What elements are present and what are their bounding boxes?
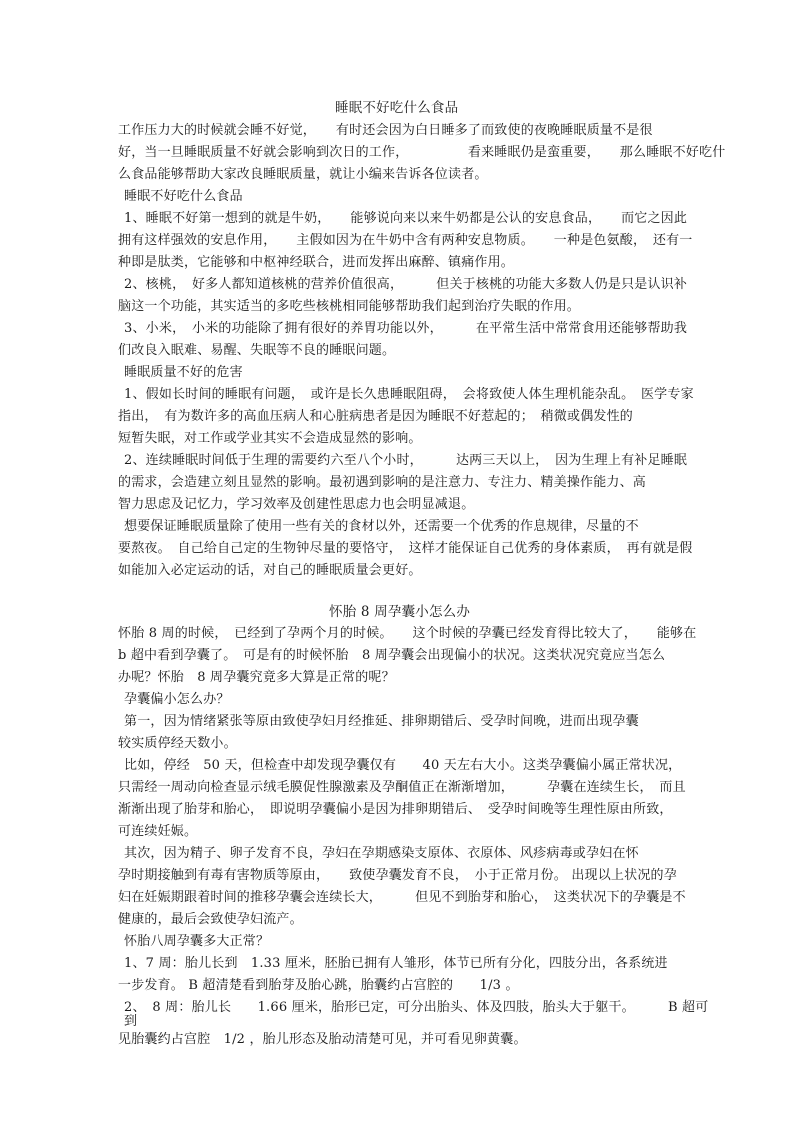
section2-line-1: 怀胎 8 周的时候， 已经到了孕两个月的时候。 这个时候的孕囊已经发育得比较大了， 能够在 [118, 626, 697, 641]
section1-line-18: 智力思虑及记忆力，学习效率及创建性思虑力也会明显减退。 [118, 497, 475, 512]
section1-heading-food: 睡眠不好吃什么食品 [124, 189, 243, 204]
section2-heading-small: 孕囊偏小怎么办？ [124, 692, 230, 707]
section2-line-18: 2、 8 周：胎儿长 1.66 厘米，胎形已定，可分出胎头、体及四肢，胎头大于躯干。 B 超可 [124, 1000, 709, 1015]
section1-line-13: 1、假如长时间的睡眠有问题， 或许是长久患睡眠阻碍， 会将致使人体生理机能杂乱。 医学专家 [124, 387, 694, 402]
section2-line-5: 第一，因为情绪紧张等原由致使孕妇月经推延、排卵期错后、受孕时间晚，进而出现孕囊 [124, 714, 639, 729]
section1-title: 睡眠不好吃什么食品 [335, 100, 459, 116]
section1-line-17: 的需求，会造建立刻且显然的影响。最初遇到影响的是注意力、专注力、精美操作能力、高 [118, 475, 647, 490]
section1-line-2: 好，当一旦睡眠质量不好就会影响到次日的工作， 看来睡眠仍是蛮重要， 那么睡眠不好吃什 [118, 145, 726, 160]
section2-line-2: b 超中看到孕囊了。 可是有的时候怀胎 8 周孕囊会出现偏小的状况。这类状况究竟应当怎么 [118, 648, 666, 663]
section1-line-9: 脑这一个功能，其实适当的多吃些核桃相同能够帮助我们起到治疗失眠的作用。 [118, 299, 581, 314]
section1-line-5: 1、睡眠不好第一想到的就是牛奶， 能够说向来以来牛奶都是公认的安息食品， 而它之因此 [124, 211, 688, 226]
section2-line-9: 渐渐出现了胎芽和胎心， 即说明孕囊偏小是因为排卵期错后、 受孕时间晚等生理性原由所致， [118, 802, 673, 817]
section2-line-3: 办呢？怀胎 8 周孕囊究竟多大算是正常的呢？ [118, 670, 395, 685]
section1-line-8: 2、核桃， 好多人都知道核桃的营养价值很高， 但关于核桃的功能大多数人仍是只是认识补 [124, 277, 688, 292]
section2-line-12: 孕时期接触到有毒有害物质等原由， 致使孕囊发育不良， 小于正常月份。 出现以上状况的孕 [118, 868, 677, 883]
section2-line-16: 1、7 周：胎儿长到 1.33 厘米，胚胎已拥有人雏形，体节已所有分化，四肢分出，各系统进 [124, 956, 668, 971]
section2-line-13: 妇在妊娠期跟着时间的推移孕囊会连续长大， 但见不到胎芽和胎心， 这类状况下的孕囊是不 [118, 890, 686, 905]
section1-line-15: 短暂失眠，对工作或学业其实不会造成显然的影响。 [118, 431, 422, 446]
section1-line-21: 如能加入必定运动的话，对自己的睡眠质量会更好。 [118, 563, 422, 578]
section1-line-6: 拥有这样强效的安息作用， 主假如因为在牛奶中含有两种安息物质。 一种是色氨酸， 还有一 [118, 233, 693, 248]
section2-line-14: 健康的，最后会致使孕妇流产。 [118, 912, 303, 927]
section1-line-7: 种即是肽类，它能够和中枢神经联合，进而发挥出麻醉、镇痛作用。 [118, 255, 515, 270]
section2-line-20: 见胎囊约占宫腔 1/2 ，胎儿形态及胎动清楚可见，并可看见卵黄囊。 [118, 1032, 527, 1047]
section1-line-20: 要熬夜。 自己给自己定的生物钟尽量的要恪守， 这样才能保证自己优秀的身体素质， 再有就是假 [118, 541, 693, 556]
section2-line-6: 较实质停经天数小。 [118, 736, 237, 751]
section1-heading-harm: 睡眠质量不好的危害 [124, 365, 243, 380]
section2-line-7: 比如，停经 50 天，但检查中却发现孕囊仅有 40 天左右大小。这类孕囊偏小属正常状况， [124, 758, 682, 773]
section1-line-11: 们改良入眠难、易醒、失眠等不良的睡眠问题。 [118, 343, 396, 358]
section1-line-14: 指出， 有为数许多的高血压病人和心脏病患者是因为睡眠不好惹起的； 稍微或偶发性的 [118, 409, 634, 424]
section2-line-19: 到 [124, 1014, 138, 1029]
section1-line-16: 2、连续睡眠时间低于生理的需要约六至八个小时， 达两三天以上， 因为生理上有补足睡眠 [124, 453, 688, 468]
section2-line-17: 一步发育。 B 超清楚看到胎芽及胎心跳，胎囊约占宫腔的 1/3 。 [118, 978, 519, 993]
section2-title: 怀胎 8 周孕囊小怎么办 [329, 604, 471, 620]
section1-line-1: 工作压力大的时候就会睡不好觉， 有时还会因为白日睡多了而致使的夜晚睡眠质量不是很 [118, 123, 653, 138]
section1-line-10: 3、小米， 小米的功能除了拥有很好的养胃功能以外， 在平常生活中常常食用还能够帮助我 [124, 321, 688, 336]
section2-heading-normal: 怀胎八周孕囊多大正常？ [124, 934, 270, 949]
section2-line-10: 可连续妊娠。 [118, 824, 198, 839]
section1-line-19: 想要保证睡眠质量除了使用一些有关的食材以外，还需要一个优秀的作息规律，尽量的不 [124, 519, 639, 534]
section2-line-8: 只需经一周动向检查显示绒毛膜促性腺激素及孕酮值正在渐渐增加， 孕囊在连续生长， 而且 [118, 780, 686, 795]
section1-line-3: 么食品能够帮助大家改良睡眠质量，就让小编来告诉各位读者。 [118, 167, 488, 182]
section2-line-11: 其次，因为精子、卵子发育不良，孕妇在孕期感染支原体、衣原体、风疹病毒或孕妇在怀 [124, 846, 639, 861]
